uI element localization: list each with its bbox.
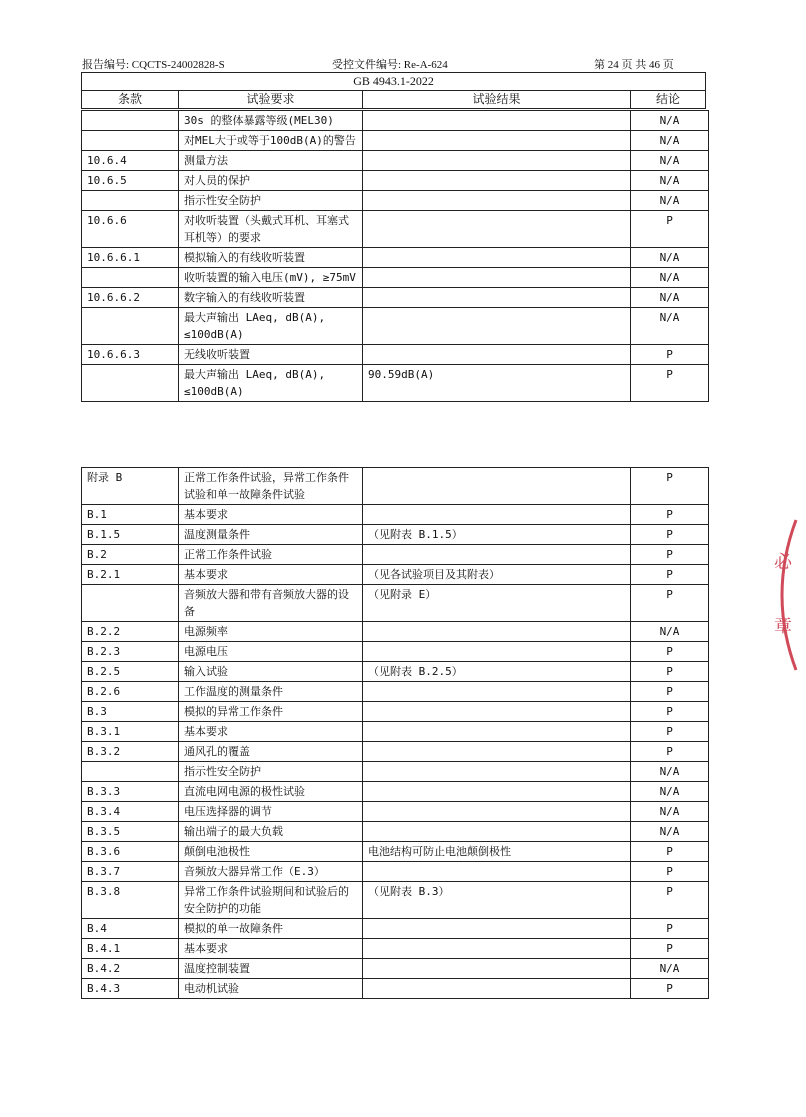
requirement-cell: 电源频率: [179, 622, 363, 642]
table-row: [82, 722, 709, 742]
requirement-cell: 音频放大器异常工作（E.3）: [179, 862, 363, 882]
column-header-clause: 条款: [82, 91, 179, 109]
requirement-cell: 基本要求: [179, 505, 363, 525]
table-row: [82, 762, 709, 782]
result-cell: [363, 722, 631, 742]
clause-cell: B.3.8: [82, 882, 179, 919]
clause-cell: B.3: [82, 702, 179, 722]
result-cell: （见附表 B.3）: [363, 882, 631, 919]
table-row: [82, 365, 709, 402]
result-cell: [363, 782, 631, 802]
column-header-result: 试验结果: [363, 91, 631, 109]
result-cell: 90.59dB(A): [363, 365, 631, 402]
table-row: [82, 862, 709, 882]
verdict-cell: N/A: [631, 151, 709, 171]
requirement-cell: 模拟的单一故障条件: [179, 919, 363, 939]
verdict-cell: N/A: [631, 288, 709, 308]
result-cell: [363, 822, 631, 842]
clause-cell: B.3.5: [82, 822, 179, 842]
verdict-cell: P: [631, 939, 709, 959]
clause-cell: 10.6.6.3: [82, 345, 179, 365]
result-cell: [363, 288, 631, 308]
result-cell: [363, 979, 631, 999]
table-row: [82, 662, 709, 682]
verdict-cell: N/A: [631, 171, 709, 191]
table-row: [82, 939, 709, 959]
clause-cell: B.1: [82, 505, 179, 525]
requirement-cell: 正常工作条件试验，异常工作条件试验和单一故障条件试验: [179, 468, 363, 505]
result-cell: [363, 919, 631, 939]
verdict-cell: P: [631, 642, 709, 662]
verdict-cell: P: [631, 842, 709, 862]
verdict-cell: P: [631, 919, 709, 939]
table-row: [82, 308, 709, 345]
clause-cell: B.3.2: [82, 742, 179, 762]
table-row: [82, 545, 709, 565]
table-row: [82, 565, 709, 585]
verdict-cell: N/A: [631, 268, 709, 288]
requirement-cell: 最大声输出 LAeq, dB(A), ≤100dB(A): [179, 308, 363, 345]
verdict-cell: N/A: [631, 111, 709, 131]
requirement-cell: 基本要求: [179, 939, 363, 959]
requirement-cell: 模拟输入的有线收听装置: [179, 248, 363, 268]
clause-cell: [82, 365, 179, 402]
result-cell: [363, 742, 631, 762]
verdict-cell: P: [631, 211, 709, 248]
table-row: [82, 782, 709, 802]
table-row: [82, 505, 709, 525]
table-row: [82, 682, 709, 702]
requirement-cell: 数字输入的有线收听装置: [179, 288, 363, 308]
requirement-cell: 输入试验: [179, 662, 363, 682]
clause-cell: B.3.1: [82, 722, 179, 742]
requirement-cell: 基本要求: [179, 722, 363, 742]
verdict-cell: P: [631, 565, 709, 585]
requirement-cell: 温度测量条件: [179, 525, 363, 545]
verdict-cell: P: [631, 722, 709, 742]
table-row: [82, 642, 709, 662]
red-seal-stamp: [766, 520, 790, 670]
requirement-cell: 指示性安全防护: [179, 191, 363, 211]
requirement-cell: 正常工作条件试验: [179, 545, 363, 565]
table-row: [82, 702, 709, 722]
clause-cell: [82, 762, 179, 782]
requirement-cell: 模拟的异常工作条件: [179, 702, 363, 722]
result-cell: [363, 702, 631, 722]
verdict-cell: N/A: [631, 622, 709, 642]
result-cell: [363, 622, 631, 642]
verdict-cell: N/A: [631, 782, 709, 802]
result-cell: [363, 171, 631, 191]
clause-cell: B.2.1: [82, 565, 179, 585]
clause-cell: B.3.4: [82, 802, 179, 822]
report-number: 报告编号: CQCTS-24002828-S: [82, 59, 225, 71]
verdict-cell: P: [631, 979, 709, 999]
verdict-cell: P: [631, 742, 709, 762]
requirement-cell: 收听装置的输入电压(mV), ≥75mV: [179, 268, 363, 288]
table-row: [82, 248, 709, 268]
clause-cell: [82, 191, 179, 211]
clause-cell: [82, 131, 179, 151]
controlled-doc-number: 受控文件编号: Re-A-624: [332, 59, 448, 71]
verdict-cell: N/A: [631, 191, 709, 211]
verdict-cell: P: [631, 525, 709, 545]
result-cell: （见附表 B.1.5）: [363, 525, 631, 545]
table-row: [82, 959, 709, 979]
result-cell: （见附录 E）: [363, 585, 631, 622]
clause-cell: 10.6.5: [82, 171, 179, 191]
verdict-cell: P: [631, 662, 709, 682]
result-cell: [363, 802, 631, 822]
verdict-cell: P: [631, 365, 709, 402]
result-cell: [363, 505, 631, 525]
verdict-cell: P: [631, 682, 709, 702]
clause-cell: 10.6.6: [82, 211, 179, 248]
seal-stamp-graphic: [766, 520, 806, 670]
verdict-cell: N/A: [631, 248, 709, 268]
table-row: [82, 842, 709, 862]
requirement-cell: 30s 的整体暴露等级(MEL30): [179, 111, 363, 131]
clause-cell: B.2: [82, 545, 179, 565]
clause-cell: B.2.6: [82, 682, 179, 702]
table-row: [82, 288, 709, 308]
requirement-cell: 直流电网电源的极性试验: [179, 782, 363, 802]
table-row: [82, 979, 709, 999]
requirement-cell: 音频放大器和带有音频放大器的设备: [179, 585, 363, 622]
requirement-cell: 测量方法: [179, 151, 363, 171]
page-number: 第 24 页 共 46 页: [594, 59, 674, 71]
requirement-cell: 异常工作条件试验期间和试验后的安全防护的功能: [179, 882, 363, 919]
clause-cell: [82, 308, 179, 345]
clause-cell: B.4.3: [82, 979, 179, 999]
clause-cell: B.4: [82, 919, 179, 939]
clause-cell: B.3.7: [82, 862, 179, 882]
clause-cell: [82, 268, 179, 288]
requirement-cell: 最大声输出 LAeq, dB(A), ≤100dB(A): [179, 365, 363, 402]
table-row: [82, 131, 709, 151]
table-row: [82, 525, 709, 545]
table-row: [82, 211, 709, 248]
table-row: [82, 919, 709, 939]
result-cell: [363, 211, 631, 248]
result-cell: （见附表 B.2.5）: [363, 662, 631, 682]
result-cell: [363, 939, 631, 959]
result-cell: [363, 268, 631, 288]
clause-cell: B.4.1: [82, 939, 179, 959]
requirement-cell: 基本要求: [179, 565, 363, 585]
clause-cell: B.2.5: [82, 662, 179, 682]
result-cell: [363, 545, 631, 565]
verdict-cell: N/A: [631, 308, 709, 345]
standard-header-table: [81, 72, 706, 109]
table-row: [82, 268, 709, 288]
column-header-verdict: 结论: [631, 91, 706, 109]
table-row: [82, 585, 709, 622]
requirement-cell: 电动机试验: [179, 979, 363, 999]
verdict-cell: N/A: [631, 131, 709, 151]
result-cell: 电池结构可防止电池颠倒极性: [363, 842, 631, 862]
table-row: [82, 151, 709, 171]
svg-text:必: 必: [774, 552, 792, 573]
requirement-cell: 对人员的保护: [179, 171, 363, 191]
verdict-cell: P: [631, 505, 709, 525]
clause-cell: B.4.2: [82, 959, 179, 979]
column-header-requirement: 试验要求: [179, 91, 363, 109]
clause-cell: B.2.2: [82, 622, 179, 642]
table-row: [82, 171, 709, 191]
clause-cell: 10.6.4: [82, 151, 179, 171]
clause-cell: 附录 B: [82, 468, 179, 505]
requirement-cell: 无线收听装置: [179, 345, 363, 365]
clause-cell: B.3.3: [82, 782, 179, 802]
requirement-cell: 输出端子的最大负载: [179, 822, 363, 842]
clause-cell: B.1.5: [82, 525, 179, 545]
verdict-cell: N/A: [631, 822, 709, 842]
verdict-cell: N/A: [631, 802, 709, 822]
clause-table-10-6: [81, 110, 709, 402]
result-cell: （见各试验项目及其附表）: [363, 565, 631, 585]
verdict-cell: P: [631, 702, 709, 722]
clause-cell: [82, 585, 179, 622]
table-row: [82, 802, 709, 822]
requirement-cell: 通风孔的覆盖: [179, 742, 363, 762]
clause-cell: 10.6.6.2: [82, 288, 179, 308]
clause-cell: 10.6.6.1: [82, 248, 179, 268]
requirement-cell: 工作温度的测量条件: [179, 682, 363, 702]
verdict-cell: P: [631, 468, 709, 505]
result-cell: [363, 248, 631, 268]
standard-title: GB 4943.1-2022: [82, 73, 706, 91]
verdict-cell: N/A: [631, 959, 709, 979]
svg-text:章: 章: [774, 616, 792, 637]
clause-cell: B.3.6: [82, 842, 179, 862]
result-cell: [363, 308, 631, 345]
requirement-cell: 对收听装置（头戴式耳机、耳塞式耳机等）的要求: [179, 211, 363, 248]
result-cell: [363, 682, 631, 702]
verdict-cell: P: [631, 345, 709, 365]
result-cell: [363, 642, 631, 662]
result-cell: [363, 151, 631, 171]
table-row: [82, 822, 709, 842]
requirement-cell: 温度控制装置: [179, 959, 363, 979]
verdict-cell: P: [631, 862, 709, 882]
result-cell: [363, 111, 631, 131]
requirement-cell: 电源电压: [179, 642, 363, 662]
verdict-cell: P: [631, 585, 709, 622]
table-row: [82, 622, 709, 642]
table-row: [82, 111, 709, 131]
table-row: [82, 468, 709, 505]
requirement-cell: 颠倒电池极性: [179, 842, 363, 862]
result-cell: [363, 191, 631, 211]
result-cell: [363, 345, 631, 365]
clause-cell: [82, 111, 179, 131]
result-cell: [363, 468, 631, 505]
requirement-cell: 指示性安全防护: [179, 762, 363, 782]
verdict-cell: N/A: [631, 762, 709, 782]
requirement-cell: 电压选择器的调节: [179, 802, 363, 822]
verdict-cell: P: [631, 882, 709, 919]
result-cell: [363, 762, 631, 782]
clause-cell: B.2.3: [82, 642, 179, 662]
result-cell: [363, 131, 631, 151]
table-row: [82, 742, 709, 762]
result-cell: [363, 959, 631, 979]
clause-table-annex-b: [81, 467, 709, 999]
result-cell: [363, 862, 631, 882]
table-row: [82, 882, 709, 919]
verdict-cell: P: [631, 545, 709, 565]
table-row: [82, 191, 709, 211]
table-row: [82, 345, 709, 365]
requirement-cell: 对MEL大于或等于100dB(A)的警告: [179, 131, 363, 151]
